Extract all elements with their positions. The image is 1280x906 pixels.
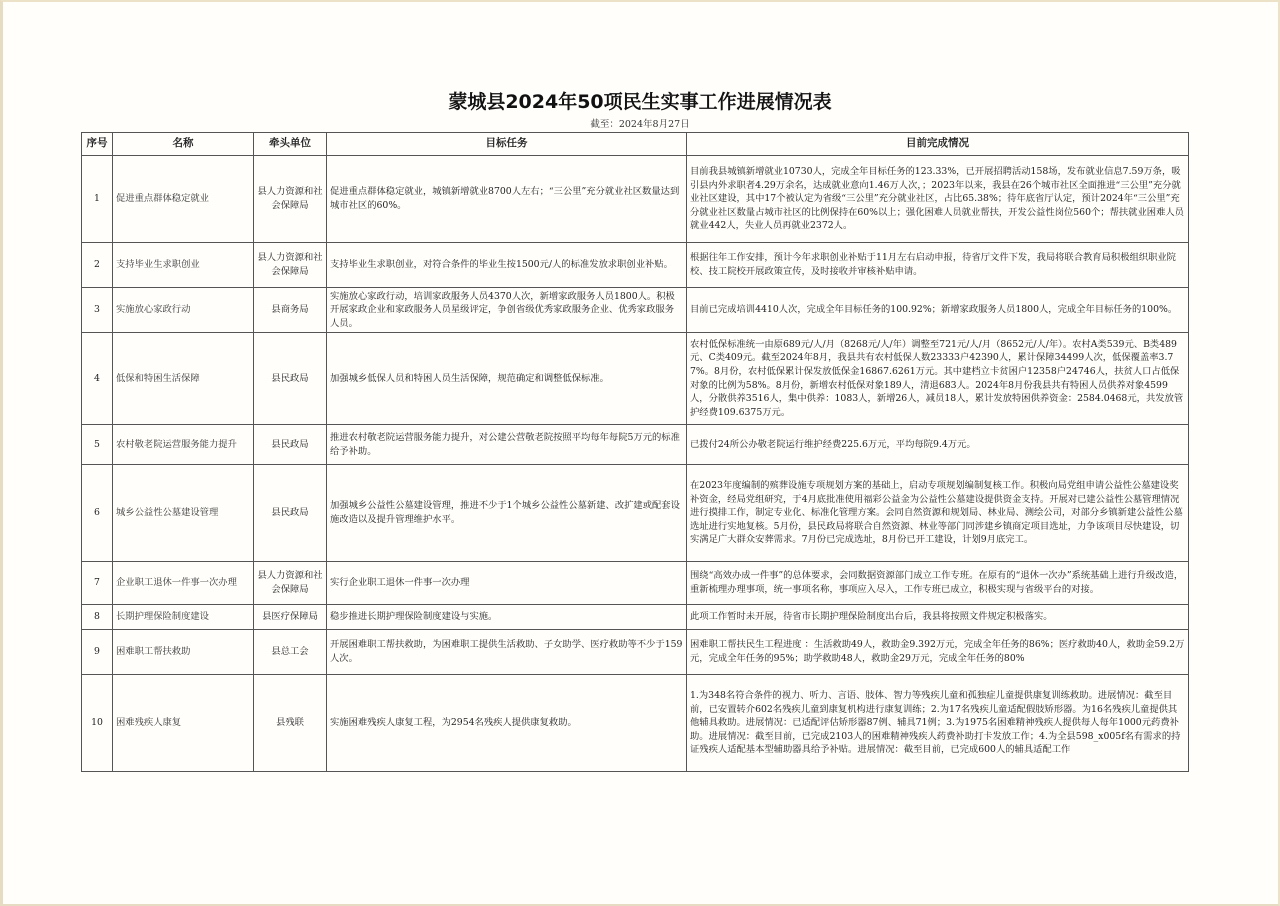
row-name: 低保和特困生活保障 <box>113 333 254 425</box>
header-name: 名称 <box>113 133 254 156</box>
row-dept: 县民政局 <box>254 425 327 465</box>
row-no: 10 <box>82 675 113 772</box>
progress-table <box>81 132 1189 772</box>
row-dept: 县人力资源和社会保障局 <box>254 156 327 243</box>
row-target: 开展困难职工帮扶救助，为困难职工提供生活救助、子女助学、医疗救助等不少于159人次。 <box>327 630 687 675</box>
table-row <box>82 630 1189 675</box>
table-row <box>82 675 1189 772</box>
row-name: 农村敬老院运营服务能力提升 <box>113 425 254 465</box>
header-no: 序号 <box>82 133 113 156</box>
table-header-row <box>82 133 1189 156</box>
row-dept: 县人力资源和社会保障局 <box>254 243 327 288</box>
row-dept: 县民政局 <box>254 465 327 562</box>
row-status: 农村低保标准统一由原689元/人/月（8268元/人/年）调整至721元/人/月（8652元/人/年）。农村A类539元、B类489元、C类409元。截至2024年8月，我县共有农村低保人数23333户42390人，累计保障34499人次，低保覆盖率3.77%。8月份，农村低保累计保发放低保金16867.6261万元。其中建档立卡贫困户12358户24746人，扶贫人口占低保对象的比例为58%。8月份，新增农村低保对象189人，清退683人。2024年8月份我县共有特困人员供养对象4599人，分散供养3516人，集中供养：1083人，新增26人，减员18人，累计发放特困供养资金：2584.0468元，共发放管护经费109.6375万元。 <box>687 333 1189 425</box>
row-name: 支持毕业生求职创业 <box>113 243 254 288</box>
row-status: 困难职工帮扶民生工程进度 ：生活救助49人，救助金9.392万元，完成全年任务的86%；医疗救助40人，救助金59.2万元，完成全年任务的95%；助学救助48人，救助金29万元，完成全年任务的80% <box>687 630 1189 675</box>
row-status: 在2023年度编制的殡葬设施专项规划方案的基础上，启动专项规划编制复核工作。积极向局党组申请公益性公墓建设奖补资金，经局党组研究，于4月底批准使用福彩公益金为公益性公墓建设提供资金支持。开展对已建公益性公墓管理情况进行摸排工作，制定专业化、标准化管理方案。会同自然资源和规划局、林业局、测绘公司，对部分乡镇新建公益性公墓选址进行实地复核。5月份，县民政局将联合自然资源、林业等部门同涉建乡镇商定项目选址，力争该项目尽快建设，切实满足广大群众安葬需求。7月份已完成选址，8月份已开工建设，计划9月底完工。 <box>687 465 1189 562</box>
row-status: 围绕“高效办成一件事”的总体要求，会同数据资源部门成立工作专班。在原有的“退休一次办”系统基础上进行升级改造，重新梳理办理事项，统一事项名称，事项应入尽入，工作专班已成立，积极实现与省级平台的对接。 <box>687 562 1189 605</box>
table-row <box>82 156 1189 243</box>
row-name: 困难残疾人康复 <box>113 675 254 772</box>
row-status: 根据往年工作安排，预计今年求职创业补贴于11月左右启动申报，待省厅文件下发，我局将联合教育局积极组织职业院校、技工院校开展政策宣传，及时接收并审核补贴申请。 <box>687 243 1189 288</box>
row-no: 7 <box>82 562 113 605</box>
row-dept: 县残联 <box>254 675 327 772</box>
table-row <box>82 243 1189 288</box>
header-status: 目前完成情况 <box>687 133 1189 156</box>
row-no: 2 <box>82 243 113 288</box>
header-dept: 牵头单位 <box>254 133 327 156</box>
row-no: 4 <box>82 333 113 425</box>
row-name: 长期护理保险制度建设 <box>113 605 254 630</box>
table-row <box>82 425 1189 465</box>
row-no: 1 <box>82 156 113 243</box>
row-no: 8 <box>82 605 113 630</box>
row-dept: 县总工会 <box>254 630 327 675</box>
row-name: 困难职工帮扶救助 <box>113 630 254 675</box>
row-target: 实施放心家政行动，培训家政服务人员4370人次，新增家政服务人员1800人。积极开展家政企业和家政服务人员星级评定，争创省级优秀家政服务企业、优秀家政服务人员。 <box>327 288 687 333</box>
row-status: 此项工作暂时未开展，待省市长期护理保险制度出台后，我县将按照文件规定积极落实。 <box>687 605 1189 630</box>
row-target: 稳步推进长期护理保险制度建设与实施。 <box>327 605 687 630</box>
row-target: 促进重点群体稳定就业，城镇新增就业8700人左右；“三公里”充分就业社区数量达到城市社区的60%。 <box>327 156 687 243</box>
row-no: 5 <box>82 425 113 465</box>
row-name: 城乡公益性公墓建设管理 <box>113 465 254 562</box>
table-row <box>82 333 1189 425</box>
document-title: 蒙城县2024年50项民生实事工作进展情况表 <box>448 91 832 113</box>
row-dept: 县人力资源和社会保障局 <box>254 562 327 605</box>
row-status: 目前已完成培训4410人次，完成全年目标任务的100.92%；新增家政服务人员1800人，完成全年目标任务的100%。 <box>687 288 1189 333</box>
row-target: 支持毕业生求职创业，对符合条件的毕业生按1500元/人的标准发放求职创业补贴。 <box>327 243 687 288</box>
table-row <box>82 605 1189 630</box>
row-name: 促进重点群体稳定就业 <box>113 156 254 243</box>
row-target: 实施困难残疾人康复工程，为2954名残疾人提供康复救助。 <box>327 675 687 772</box>
row-no: 9 <box>82 630 113 675</box>
row-status: 已拨付24所公办敬老院运行维护经费225.6万元，平均每院9.4万元。 <box>687 425 1189 465</box>
row-name: 企业职工退休一件事一次办理 <box>113 562 254 605</box>
row-target: 加强城乡公益性公墓建设管理，推进不少于1个城乡公益性公墓新建、改扩建或配套设施改造以及提升管理维护水平。 <box>327 465 687 562</box>
header-target: 目标任务 <box>327 133 687 156</box>
row-status: 目前我县城镇新增就业10730人，完成全年目标任务的123.33%，已开展招聘活动158场，发布就业信息7.59万条，吸引县内外求职者4.29万余名，达成就业意向1.46万人次，；2023年以来，我县在26个城市社区全面推进“三公里”充分就业社区建设，其中17个被认定为省级“三公里”充分就业社区，占比65.38%；待年底省厅认定，预计2024年“三公里”充分就业社区数量占城市社区的比例保持在60%以上；强化困难人员就业帮扶，开发公益性岗位560个；帮扶就业困难人员就业442人，失业人员再就业2372人。 <box>687 156 1189 243</box>
row-dept: 县医疗保障局 <box>254 605 327 630</box>
row-dept: 县商务局 <box>254 288 327 333</box>
row-target: 推进农村敬老院运营服务能力提升，对公建公营敬老院按照平均每年每院5万元的标准给予补助。 <box>327 425 687 465</box>
table-row <box>82 562 1189 605</box>
row-dept: 县民政局 <box>254 333 327 425</box>
row-name: 实施放心家政行动 <box>113 288 254 333</box>
table-row <box>82 465 1189 562</box>
row-no: 6 <box>82 465 113 562</box>
row-no: 3 <box>82 288 113 333</box>
document-date: 截至：2024年8月27日 <box>590 119 690 130</box>
row-target: 加强城乡低保人员和特困人员生活保障，规范确定和调整低保标准。 <box>327 333 687 425</box>
row-status: 1.为348名符合条件的视力、听力、言语、肢体、智力等残疾儿童和孤独症儿童提供康复训练救助。进展情况：截至目前，已安置转介602名残疾儿童到康复机构进行康复训练；2.为17名残疾儿童适配假肢矫形器。为16名残疾儿童提供其他辅具救助。进展情况：已适配评估矫形器87例、辅具71例；3.为1975名困难精神残疾人提供每人每年1000元药费补助。进展情况：截至目前，已完成2103人的困难精神残疾人药费补助打卡发放工作；4.为全县598_x005f名有需求的持证残疾人适配基本型辅助器具给予补贴。进展情况：截至目前，已完成600人的辅具适配工作 <box>687 675 1189 772</box>
table-row <box>82 288 1189 333</box>
row-target: 实行企业职工退休一件事一次办理 <box>327 562 687 605</box>
